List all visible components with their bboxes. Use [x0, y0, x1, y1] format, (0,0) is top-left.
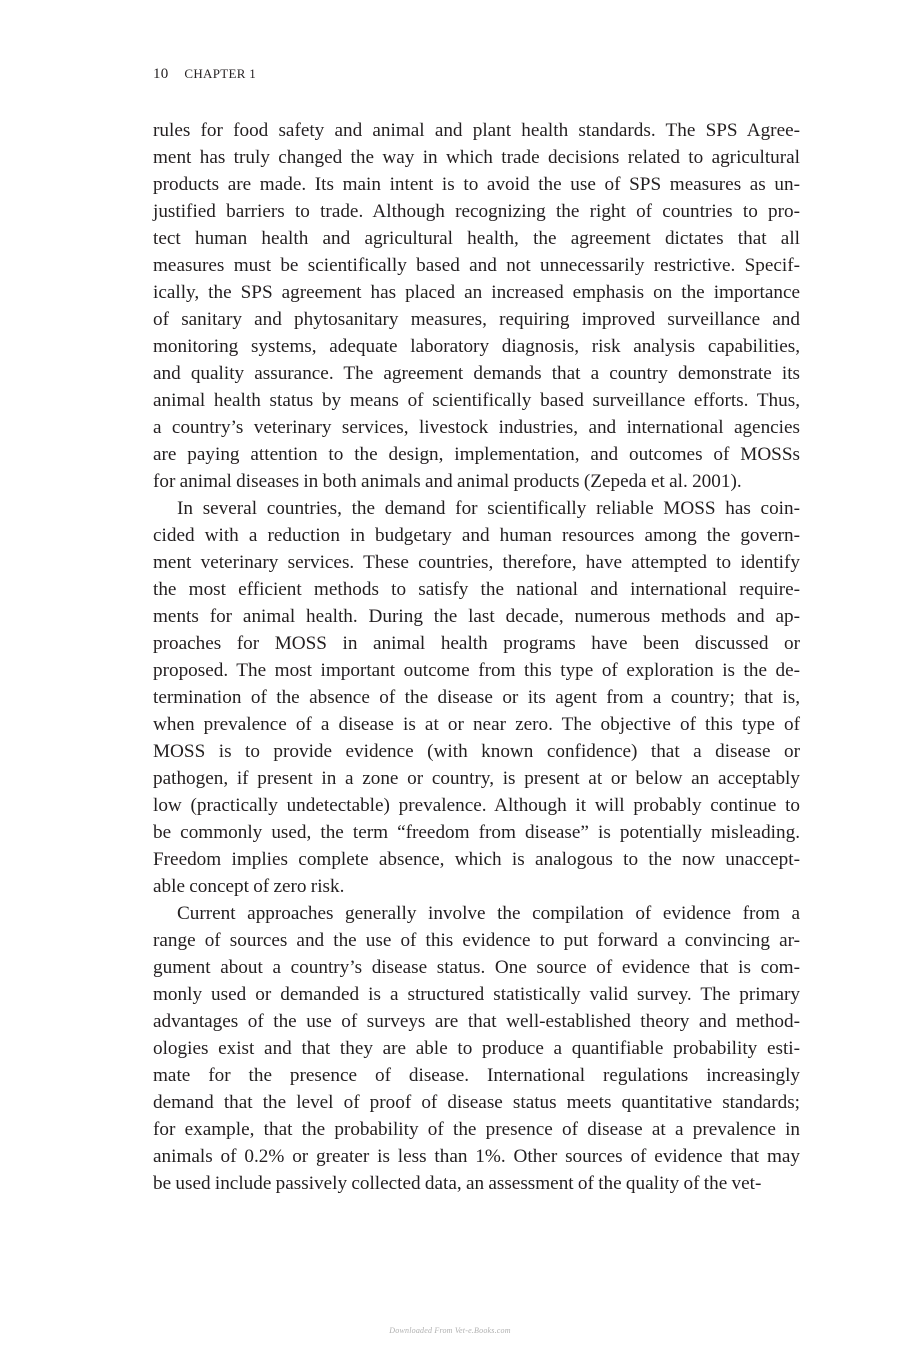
text-line: the most efficient methods to satisfy the national and international require- — [153, 579, 800, 600]
text-line: proposed. The most important outcome from this type of exploration is the de- — [153, 660, 800, 681]
text-line: of sanitary and phytosanitary measures, requiring improved surveillance and — [153, 309, 800, 330]
text-line: be commonly used, the term “freedom from disease” is potentially misleading. — [153, 822, 800, 843]
text-line: for example, that the probability of the presence of disease at a prevalence in — [153, 1119, 800, 1140]
body-text — [153, 117, 800, 1197]
text-line: be used include passively collected data, an assessment of the quality of the vet- — [153, 1173, 762, 1194]
text-line: ically, the SPS agreement has placed an increased emphasis on the importance — [153, 282, 800, 303]
paragraph — [153, 900, 800, 1197]
text-line: tect human health and agricultural health, the agreement dictates that all — [153, 228, 800, 249]
text-line: cided with a reduction in budgetary and human resources among the govern- — [153, 525, 800, 546]
text-line: Current approaches generally involve the compilation of evidence from a — [177, 903, 800, 924]
text-line: when prevalence of a disease is at or near zero. The objective of this type of — [153, 714, 800, 735]
text-line: range of sources and the use of this evidence to put forward a convincing ar- — [153, 930, 800, 951]
text-line: termination of the absence of the disease or its agent from a country; that is, — [153, 687, 800, 708]
text-line: proaches for MOSS in animal health programs have been discussed or — [153, 633, 800, 654]
page-number: 10 — [153, 66, 169, 82]
text-line: and quality assurance. The agreement demands that a country demonstrate its — [153, 363, 800, 384]
text-line: In several countries, the demand for scientifically reliable MOSS has coin- — [177, 498, 800, 519]
chapter-label: CHAPTER 1 — [184, 66, 257, 81]
text-line: monitoring systems, adequate laboratory diagnosis, risk analysis capabilities, — [153, 336, 800, 357]
text-line: ment has truly changed the way in which trade decisions related to agricultural — [153, 147, 800, 168]
paragraph — [153, 117, 800, 495]
text-line: ments for animal health. During the last decade, numerous methods and ap- — [153, 606, 800, 627]
text-line: ologies exist and that they are able to produce a quantifiable probability esti- — [153, 1038, 800, 1059]
text-line: advantages of the use of surveys are that well-established theory and method- — [153, 1011, 800, 1032]
text-line: for animal diseases in both animals and animal products (Zepeda et al. 2001). — [153, 471, 742, 492]
text-line: gument about a country’s disease status. One source of evidence that is com- — [153, 957, 800, 978]
text-line: low (practically undetectable) prevalence. Although it will probably continue to — [153, 795, 800, 816]
text-line: justified barriers to trade. Although recognizing the right of countries to pro- — [153, 201, 800, 222]
text-line: pathogen, if present in a zone or country, is present at or below an acceptably — [153, 768, 800, 789]
text-line: are paying attention to the design, implementation, and outcomes of MOSSs — [153, 444, 800, 465]
running-head — [153, 64, 256, 84]
text-line: Freedom implies complete absence, which is analogous to the now unaccept- — [153, 849, 800, 870]
text-line: monly used or demanded is a structured statistically valid survey. The primary — [153, 984, 800, 1005]
text-line: animal health status by means of scientifically based surveillance efforts. Thus, — [153, 390, 800, 411]
paragraph — [153, 495, 800, 900]
text-line: products are made. Its main intent is to avoid the use of SPS measures as un- — [153, 174, 800, 195]
text-line: able concept of zero risk. — [153, 876, 345, 897]
text-line: a country’s veterinary services, livestock industries, and international agencies — [153, 417, 800, 438]
text-line: demand that the level of proof of disease status meets quantitative standards; — [153, 1092, 800, 1113]
text-line: mate for the presence of disease. International regulations increasingly — [153, 1065, 800, 1086]
text-line: rules for food safety and animal and plant health standards. The SPS Agree- — [153, 120, 800, 141]
footer-watermark: Downloaded From Vet-e.Books.com — [389, 1326, 511, 1335]
text-line: ment veterinary services. These countries, therefore, have attempted to identify — [153, 552, 800, 573]
text-line: MOSS is to provide evidence (with known confidence) that a disease or — [153, 741, 800, 762]
text-line: animals of 0.2% or greater is less than 1%. Other sources of evidence that may — [153, 1146, 800, 1167]
text-line: measures must be scientifically based and not unnecessarily restrictive. Specif- — [153, 255, 800, 276]
